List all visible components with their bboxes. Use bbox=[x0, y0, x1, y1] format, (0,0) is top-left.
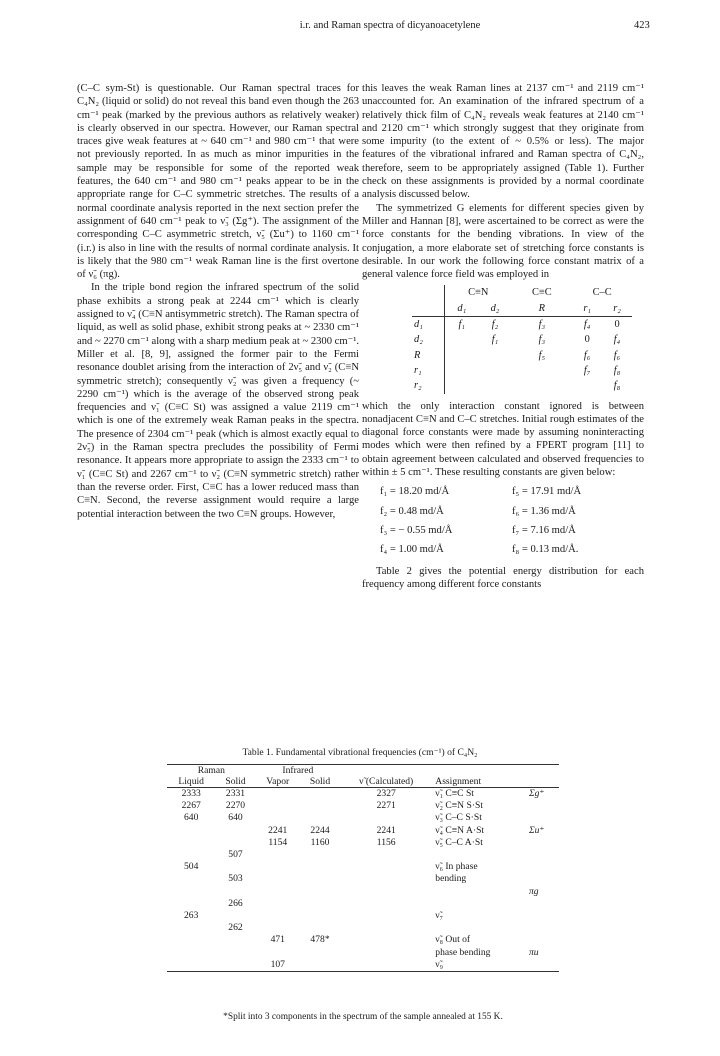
table-cell bbox=[300, 886, 340, 898]
table-cell bbox=[215, 934, 255, 946]
paragraph: In the triple bond region the infrared spectrum of the solid phase exhibits a strong peak at 2244 cm⁻¹ which is clearly assigned to ν̃₄ (C≡N antisymmetric stretch). The Raman spectra of liquid, as well as solid phase, exhibit strong peaks at ~ 2330 cm⁻¹ and ~ 2270 cm⁻¹ along with a sharp medium peak at ~ 2300 cm⁻¹. Miller et al. [8, 9], assigned the former pair to the Fermi resonance doublet arising from the interaction of 2ν̃₅ and ν̃₂ (C≡N symmetric stretch); consequently ν̃₂ was given a frequency (~ 2290 cm⁻¹) which is the average of the observed strong peak frequencies and ν̃₁ (C≡C St) was assigned a value 2119 cm⁻¹ which is one of the extremely weak Raman peaks in the spectra. The presence of 2304 cm⁻¹ peak (which is almost exactly equal to 2ν̃₅) in the Raman spectra precludes the possibility of Fermi resonance. It appears more appropriate to assign the 2333 cm⁻¹ to ν̃₁ (C≡C St) and 2267 cm⁻¹ to ν̃₂ (C≡N symmetric stretch) rather than the reverse order. First, C≡C has a lower reduced mass than C≡N. Second, the reverse assignment would require a large potential interaction between the two C≡N groups. However, bbox=[77, 282, 360, 520]
table-cell bbox=[167, 825, 215, 837]
table-cell bbox=[300, 849, 340, 861]
table-row bbox=[167, 898, 559, 910]
table-cell bbox=[256, 812, 300, 824]
table-cell: 2267 bbox=[181, 800, 201, 812]
matrix-group-header: C≡N bbox=[468, 287, 489, 299]
matrix-col-header: d₂ bbox=[479, 301, 512, 317]
frequency-table bbox=[167, 764, 559, 972]
table-cell bbox=[256, 886, 300, 898]
table-cell: 1156 bbox=[376, 836, 396, 848]
left-column bbox=[77, 82, 359, 521]
table-cell bbox=[167, 886, 215, 898]
table-cell bbox=[526, 873, 559, 885]
matrix-cell bbox=[479, 348, 512, 363]
table-cell bbox=[167, 837, 215, 849]
table-col-header: Assignment bbox=[435, 776, 482, 787]
table-cell bbox=[215, 825, 255, 837]
table-cell bbox=[340, 812, 432, 824]
table-cell: 262 bbox=[228, 922, 243, 934]
force-constant: f₅ = 17.91 md/Å bbox=[512, 486, 582, 498]
table-row bbox=[167, 837, 559, 849]
matrix-cell: f₈ bbox=[613, 380, 621, 392]
table-cell bbox=[215, 910, 255, 922]
matrix-cell: 0 bbox=[584, 334, 590, 346]
table-cell bbox=[526, 922, 559, 934]
table-cell bbox=[526, 849, 559, 861]
matrix-cell: f₃ bbox=[538, 334, 546, 346]
table-cell bbox=[340, 873, 432, 885]
table-cell bbox=[300, 922, 340, 934]
matrix-row bbox=[412, 363, 632, 378]
table-cell: πu bbox=[528, 946, 539, 958]
table-cell bbox=[167, 922, 215, 934]
matrix-cell: f₁ bbox=[491, 334, 499, 346]
table-cell: Σg⁺ bbox=[528, 788, 545, 799]
table-cell: 640 bbox=[228, 812, 243, 824]
table-cell bbox=[167, 947, 215, 959]
matrix-row bbox=[412, 378, 632, 393]
table-cell: 1154 bbox=[268, 836, 288, 848]
force-constant: f₁ = 18.20 md/Å bbox=[380, 486, 450, 498]
table-cell: phase bending bbox=[435, 946, 491, 958]
table-cell bbox=[526, 800, 559, 812]
table-cell bbox=[215, 947, 255, 959]
table-cell bbox=[340, 849, 432, 861]
table-cell: ν̃₁ C≡C St bbox=[435, 788, 474, 799]
table-col-header: Solid bbox=[225, 776, 246, 787]
matrix-cell bbox=[445, 378, 479, 393]
running-title: i.r. and Raman spectra of dicyanoacetylene bbox=[299, 20, 481, 31]
table-row bbox=[167, 886, 559, 898]
table-cell bbox=[526, 898, 559, 910]
table-cell: ν̃₃ C–C S·St bbox=[435, 812, 482, 824]
table-cell bbox=[340, 934, 432, 946]
paragraph: (C–C sym-St) is questionable. Our Raman spectral traces for C₄N₂ (liquid or solid) do not reveal this band even though the 263 cm⁻¹ peak (marked by the previous authors as relatively weaker) is clearly observed in our spectra. However, our Raman spectral traces give weak features at ~ 640 cm⁻¹ and 980 cm⁻¹ that were not previously reported. In as much as minor impurities in the sample may be responsible for some of the reported weak features, the 640 cm⁻¹ and 980 cm⁻¹ peaks appear to be in the appropriate range for C–C symmetric stretches. The results of a normal coordinate analysis reported in the next section prefer the assignment of 640 cm⁻¹ peak to ν̃₃ (Σg⁺). The assignment of the corresponding C–C asymmetric stretch, ν̃₅ (Σu⁺) to 1160 cm⁻¹ (i.r.) is also in line with the results of normal cordinate analysis. It is likely that the 980 cm⁻¹ weak Raman line is the first overtone of ν̃₆ (πg). bbox=[77, 83, 359, 281]
matrix-cell: f₈ bbox=[613, 364, 621, 376]
matrix-cell: f₄ bbox=[583, 319, 591, 331]
table-cell bbox=[300, 947, 340, 959]
matrix-col-header: d₁ bbox=[445, 301, 479, 317]
table-cell bbox=[256, 898, 300, 910]
table-cell bbox=[167, 934, 215, 946]
table-cell bbox=[340, 959, 432, 972]
matrix-row bbox=[412, 332, 632, 347]
table-cell bbox=[215, 837, 255, 849]
table-cell bbox=[300, 898, 340, 910]
table-cell bbox=[526, 812, 559, 824]
table-cell: 2244 bbox=[310, 824, 330, 836]
table-cell: ν̃₇ bbox=[435, 910, 443, 922]
table-group-header: Raman bbox=[197, 765, 225, 776]
table-cell bbox=[256, 861, 300, 873]
table-cell bbox=[256, 922, 300, 934]
table-cell bbox=[167, 959, 215, 972]
table-cell bbox=[432, 886, 526, 898]
matrix-cell bbox=[479, 378, 512, 393]
right-column bbox=[362, 82, 644, 591]
paragraph: which the only interaction constant ignored is between nonadjacent C≡N and C–C stretches. Initial rough estimates of the diagonal force constants were made by assuming noninteracting modes which were then refined by a FPERT program [11] to obtain agreement between calculated and observed frequencies to within ± 5 cm⁻¹. These resulting constants are given below: bbox=[362, 400, 644, 479]
table-cell bbox=[432, 849, 526, 861]
table-cell: 2241 bbox=[268, 824, 288, 836]
table-cell: 503 bbox=[228, 873, 243, 885]
table-cell bbox=[340, 910, 432, 922]
matrix-cell bbox=[445, 332, 479, 347]
table-cell: 2271 bbox=[376, 800, 396, 812]
matrix-cell bbox=[572, 378, 602, 393]
matrix-group-header: C≡C bbox=[531, 287, 552, 299]
table-cell bbox=[215, 886, 255, 898]
matrix-cell: f₆ bbox=[613, 349, 621, 361]
table-cell: 2270 bbox=[225, 800, 246, 812]
table-cell bbox=[256, 788, 300, 801]
force-constant: f₄ = 1.00 md/Å bbox=[380, 544, 444, 556]
table-cell bbox=[256, 849, 300, 861]
matrix-cell: f₄ bbox=[613, 334, 621, 346]
table-cell bbox=[432, 898, 526, 910]
table-cell bbox=[256, 800, 300, 812]
force-constant-matrix bbox=[412, 285, 632, 393]
table-cell bbox=[526, 861, 559, 873]
matrix-row bbox=[412, 317, 632, 333]
table-cell bbox=[215, 861, 255, 873]
force-constant: f₇ = 7.16 md/Å bbox=[512, 524, 576, 536]
table-cell: ν̃₉ bbox=[432, 959, 526, 972]
table-col-header: ν̃ (Calculated) bbox=[359, 776, 414, 787]
table-row bbox=[167, 873, 559, 885]
matrix-row-label: d₂ bbox=[412, 332, 445, 347]
table-cell bbox=[300, 959, 340, 972]
matrix-col-header: r₁ bbox=[572, 301, 602, 317]
force-constants-list bbox=[380, 485, 644, 556]
table-row bbox=[167, 947, 559, 959]
table-cell bbox=[167, 898, 215, 910]
table-cell bbox=[340, 947, 432, 959]
matrix-group-header: C–C bbox=[592, 287, 612, 299]
matrix-cell bbox=[511, 378, 572, 393]
matrix-cell bbox=[445, 348, 479, 363]
table-row bbox=[167, 922, 559, 934]
table-row bbox=[167, 959, 559, 972]
table-row bbox=[167, 861, 559, 873]
table-cell bbox=[300, 910, 340, 922]
table-cell: 2331 bbox=[225, 788, 246, 799]
matrix-col-header: R bbox=[511, 301, 572, 317]
matrix-row-label: d₁ bbox=[412, 317, 445, 333]
table-cell: 478* bbox=[310, 934, 330, 946]
table-row bbox=[167, 934, 559, 946]
matrix-cell: f₅ bbox=[538, 349, 546, 361]
matrix-cell: f₃ bbox=[538, 319, 546, 331]
paragraph: Table 2 gives the potential energy distribution for each frequency among different force constants bbox=[362, 565, 644, 590]
matrix-cell bbox=[479, 363, 512, 378]
table-cell: 2241 bbox=[376, 824, 396, 836]
table-cell: ν̃₈ Out of bbox=[435, 934, 471, 946]
table-cell: 640 bbox=[184, 812, 199, 824]
matrix-cell: f₇ bbox=[583, 364, 591, 376]
table-row bbox=[167, 825, 559, 837]
matrix-row bbox=[412, 348, 632, 363]
table-cell bbox=[256, 947, 300, 959]
table-cell: 1160 bbox=[310, 836, 330, 848]
table-cell: 266 bbox=[228, 897, 243, 909]
table-row bbox=[167, 800, 559, 812]
matrix-row-label: R bbox=[412, 348, 445, 363]
table-cell: bending bbox=[435, 873, 467, 885]
table-caption: Table 1. Fundamental vibrational frequencies (cm⁻¹) of C₄N₂ bbox=[242, 747, 478, 758]
force-constant: f₂ = 0.48 md/Å bbox=[380, 505, 444, 517]
table-cell bbox=[300, 788, 340, 801]
table-cell bbox=[340, 898, 432, 910]
force-constant: f₆ = 1.36 md/Å bbox=[512, 505, 576, 517]
table-cell: ν̃₂ C≡N S·St bbox=[435, 800, 484, 812]
table-cell bbox=[167, 849, 215, 861]
table-cell bbox=[340, 922, 432, 934]
table-col-header: Liquid bbox=[178, 776, 204, 787]
matrix-cell: f₂ bbox=[491, 319, 499, 331]
table-cell bbox=[256, 873, 300, 885]
matrix-cell: 0 bbox=[614, 319, 620, 331]
table-cell bbox=[256, 910, 300, 922]
table-row bbox=[167, 910, 559, 922]
table-cell bbox=[300, 873, 340, 885]
table-row bbox=[167, 788, 559, 801]
table-row bbox=[167, 849, 559, 861]
matrix-cell bbox=[445, 363, 479, 378]
table-cell bbox=[215, 959, 255, 972]
table-cell: 471 bbox=[270, 934, 285, 946]
table-cell bbox=[300, 812, 340, 824]
force-constant: f₈ = 0.13 md/Å. bbox=[512, 544, 579, 556]
table-cell: 504 bbox=[184, 861, 199, 873]
table-cell bbox=[340, 886, 432, 898]
table-col-header: Vapor bbox=[266, 776, 290, 787]
paragraph: The symmetrized G elements for different species given by Miller and Hannan [8], were ascertained to be correct as were the force constants for the bending vibrations. In view of the conjugation, a more elaborate set of stretching force constants is desirable. In our work the following force constant matrix of a general valence force field was employed in bbox=[362, 202, 644, 281]
table-cell: 2333 bbox=[181, 788, 201, 799]
force-constant: f₃ = − 0.55 md/Å bbox=[380, 524, 453, 536]
table-cell bbox=[167, 873, 215, 885]
page-number: 423 bbox=[634, 20, 650, 31]
table-footnote: *Split into 3 components in the spectrum of the sample annealed at 155 K. bbox=[223, 1012, 503, 1022]
table-cell bbox=[300, 861, 340, 873]
table-cell bbox=[432, 922, 526, 934]
table-cell: πg bbox=[528, 885, 539, 897]
table-cell: Σu⁺ bbox=[528, 824, 545, 836]
table-cell: ν̃₆ In phase bbox=[435, 861, 478, 873]
paragraph: this leaves the weak Raman lines at 2137 cm⁻¹ and 2119 cm⁻¹ unaccounted for. An examination of the infrared spectrum of a relatively thick film of C₄N₂ reveals weak features at 2140 cm⁻¹ and 2120 cm⁻¹ which strongly suggest that they originate from some impurity (to the extent of ~ 0.5% or less). The major features of the vibrational infrared and Raman spectra of C₄N₂, therefore, seem to be appropriately assigned (Table 1). Further check on these assignments is provided by a normal coordinate analysis discussed below. bbox=[362, 83, 644, 201]
matrix-row-label: r₁ bbox=[412, 363, 445, 378]
table-cell bbox=[526, 910, 559, 922]
table-cell: 507 bbox=[228, 849, 243, 861]
table-cell bbox=[526, 837, 559, 849]
table-cell: 263 bbox=[184, 910, 199, 922]
table-cell bbox=[526, 934, 559, 946]
table-row bbox=[167, 812, 559, 824]
table-cell bbox=[300, 800, 340, 812]
table-group-header: Infrared bbox=[282, 765, 314, 776]
matrix-cell: f₁ bbox=[458, 319, 466, 331]
table-cell: ν̃₅ C–C A·St bbox=[435, 836, 483, 848]
table-cell: 107 bbox=[256, 959, 300, 972]
table-cell: ν̃₄ C≡N A·St bbox=[435, 824, 485, 836]
table-cell bbox=[526, 959, 559, 972]
matrix-row-label: r₂ bbox=[412, 378, 445, 393]
table-cell: 2327 bbox=[376, 788, 396, 799]
table-body bbox=[167, 788, 559, 972]
table-cell bbox=[340, 861, 432, 873]
matrix-col-header: r₂ bbox=[602, 301, 632, 317]
table-col-header: Solid bbox=[309, 776, 331, 787]
matrix-cell: f₆ bbox=[583, 349, 591, 361]
matrix-cell bbox=[511, 363, 572, 378]
